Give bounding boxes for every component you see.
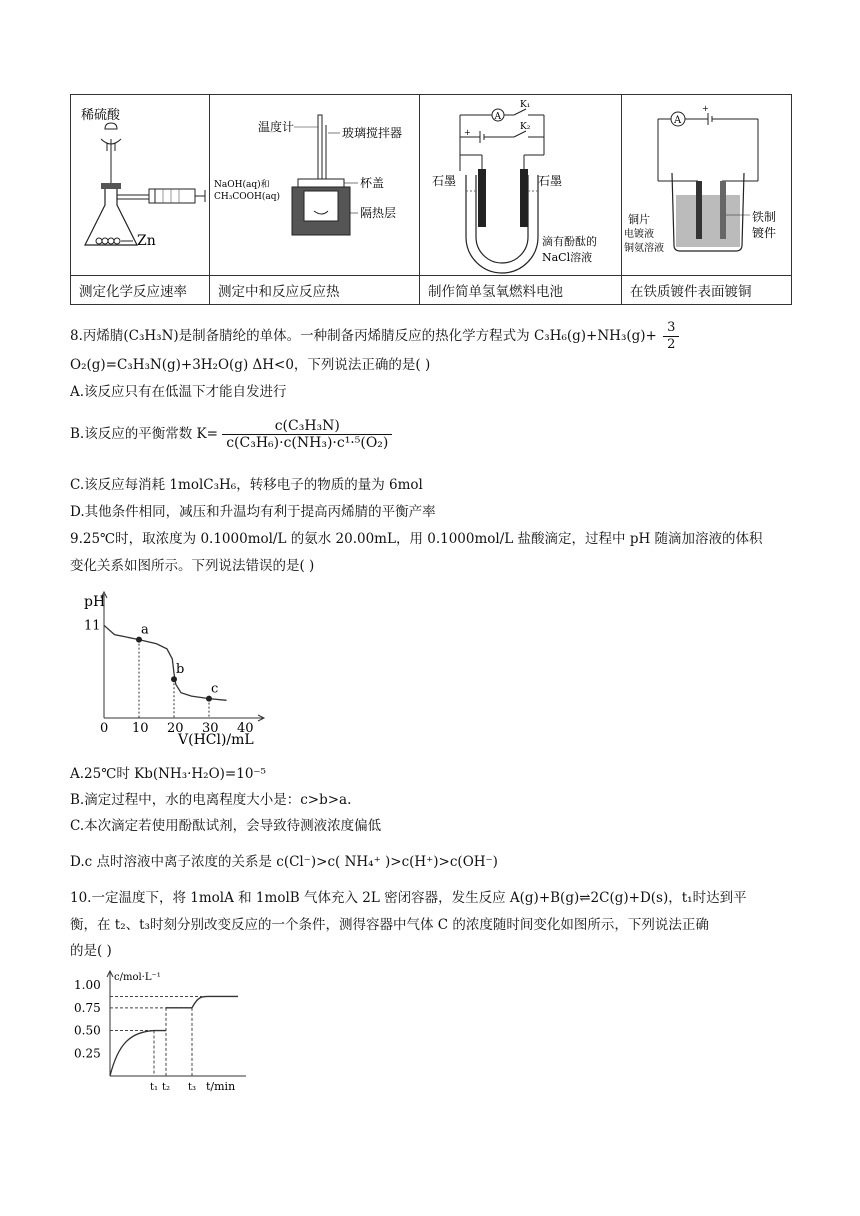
conc-y-tick: 0.75 [74, 1000, 101, 1015]
q8-stem-line2: O₂(g)=C₃H₃N(g)+3H₂O(g) ΔH<0，下列说法正确的是( ) [70, 357, 431, 373]
caption-copper-plating: 在铁质镀件表面镀铜 [622, 276, 792, 305]
apparatus-reaction-rate [71, 95, 210, 276]
q10-stem-line2: 衡，在 t₂、t₃时刻分别改变反应的一个条件，测得容器中气体 C 的浓度随时间变化如图所示，下列说法正确 [70, 917, 709, 933]
plating-solution-label-2: 铜氨溶液 [624, 243, 664, 254]
solution-label-1: NaOH(aq)和 [214, 180, 270, 190]
k1-label: K₁ [520, 100, 531, 110]
thermometer-label: 温度计 [258, 120, 295, 134]
iron-part-label-1: 铁制 [752, 210, 777, 224]
solution-label-2: CH₃COOH(aq) [214, 192, 280, 202]
conc-x-tick: t₁ [150, 1082, 159, 1093]
lid-label: 杯盖 [360, 176, 385, 190]
q8-equilibrium-constant [222, 418, 392, 451]
q9-stem-line2: 变化关系如图所示。下列说法错误的是( ) [70, 558, 315, 574]
ph-x-label: V(HCl)/mL [178, 732, 254, 748]
k2-label: K₂ [520, 122, 531, 132]
concentration-curve [110, 996, 238, 1076]
fuel-solution-label-1: 滴有酚酞的 [542, 235, 597, 248]
svg-text:+: + [702, 104, 709, 113]
conc-y-tick: 1.00 [74, 978, 101, 993]
calorimeter-diagram [210, 95, 420, 275]
conc-y-tick: 0.25 [74, 1046, 101, 1061]
plating-solution-label-1: 电镀液 [624, 229, 654, 240]
conc-y-tick: 0.50 [74, 1023, 101, 1038]
conc-x-tick: t₂ [162, 1082, 171, 1093]
flask-syringe-diagram [71, 95, 210, 275]
q8-option-a: A.该反应只有在低温下才能自发进行 [70, 384, 287, 400]
ph-point-label-b: b [176, 662, 185, 678]
q9-option-c: C.本次滴定若使用酚酞试剂，会导致待测液浓度偏低 [70, 818, 382, 834]
q8-option-b [70, 418, 392, 451]
stirrer-label: 玻璃搅拌器 [342, 126, 403, 140]
insulation-label: 隔热层 [360, 206, 397, 220]
right-electrode-label: 石墨 [538, 174, 563, 188]
zn-label: Zn [137, 233, 156, 249]
titration-ph-chart [76, 588, 276, 748]
apparatus-neutralization-heat [210, 95, 420, 276]
iron-part-label-2: 镀件 [752, 226, 777, 240]
ph-x-tick: 40 [237, 721, 254, 736]
plating-ammeter-label: A [674, 115, 682, 126]
conc-x-tick: t₃ [188, 1082, 197, 1093]
caption-fuel-cell: 制作简单氢氧燃料电池 [420, 276, 622, 305]
fuel-solution-label-2: NaCl溶液 [542, 251, 593, 264]
ph-x-tick: 30 [202, 721, 219, 736]
q8-k-numerator: c(C₃H₃N) [222, 418, 392, 435]
left-electrode-label: 石墨 [432, 174, 457, 188]
ph-y-tick: 11 [84, 618, 101, 634]
ph-point-label-a: a [141, 622, 149, 638]
ph-point-label-c: c [211, 681, 219, 697]
concentration-time-chart [70, 968, 260, 1098]
q8-stem-line1 [70, 320, 679, 353]
q8-fraction-num: 3 [663, 320, 679, 337]
apparatus-fuel-cell [420, 95, 622, 276]
q9-stem-line1: 9.25℃时，取浓度为 0.1000mol/L 的氨水 20.00mL，用 0.1000mol/L 盐酸滴定，过程中 pH 随滴加溶液的体积 [70, 531, 763, 547]
caption-reaction-rate: 测定化学反应速率 [71, 276, 210, 305]
apparatus-copper-plating [622, 95, 792, 276]
q9-option-b: B.滴定过程中，水的电离程度大小是：c>b>a. [70, 792, 352, 808]
q8-option-b-prefix: B.该反应的平衡常数 K= [70, 426, 218, 442]
svg-text:+: + [464, 128, 471, 137]
q9-option-d: D.c 点时溶液中离子浓度的关系是 c(Cl⁻)>c( NH₄⁺ )>c(H⁺)>c(OH⁻) [70, 854, 498, 870]
q8-option-d: D.其他条件相同，减压和升温均有利于提高丙烯腈的平衡产率 [70, 504, 436, 520]
q9-option-a: A.25℃时 Kb(NH₃·H₂O)=10⁻⁵ [70, 766, 266, 782]
ph-x-tick: 0 [100, 721, 109, 736]
q10-stem-line3: 的是( ) [70, 943, 112, 959]
u-tube-diagram [420, 95, 622, 275]
ph-curve [104, 622, 227, 700]
acid-label: 稀硫酸 [81, 108, 121, 123]
conc-x-label: t/min [206, 1080, 236, 1093]
q8-option-c: C.该反应每消耗 1molC₃H₆，转移电子的物质的量为 6mol [70, 477, 423, 493]
ph-y-label: pH [84, 594, 106, 610]
q10-stem-line1: 10.一定温度下，将 1molA 和 1molB 气体充入 2L 密闭容器，发生反应 A(g)+B(g)⇌2C(g)+D(s)，t₁时达到平 [70, 890, 747, 906]
copper-plate-label: 铜片 [628, 213, 650, 226]
ph-x-tick: 10 [132, 721, 149, 736]
plating-diagram [622, 95, 792, 275]
apparatus-table [70, 94, 792, 305]
q8-fraction [663, 320, 679, 353]
conc-y-label: c/mol·L⁻¹ [114, 972, 161, 983]
caption-neutralization-heat: 测定中和反应反应热 [210, 276, 420, 305]
q8-stem-text: 8.丙烯腈(C₃H₃N)是制备腈纶的单体。一种制备丙烯腈反应的热化学方程式为 C₃H₆(g)+NH₃(g)+ [70, 328, 657, 344]
ammeter-label: A [494, 112, 501, 122]
ph-x-tick: 20 [167, 721, 184, 736]
q8-k-denominator: c(C₃H₆)·c(NH₃)·c¹·⁵(O₂) [226, 435, 389, 451]
q8-fraction-den: 2 [667, 337, 676, 352]
